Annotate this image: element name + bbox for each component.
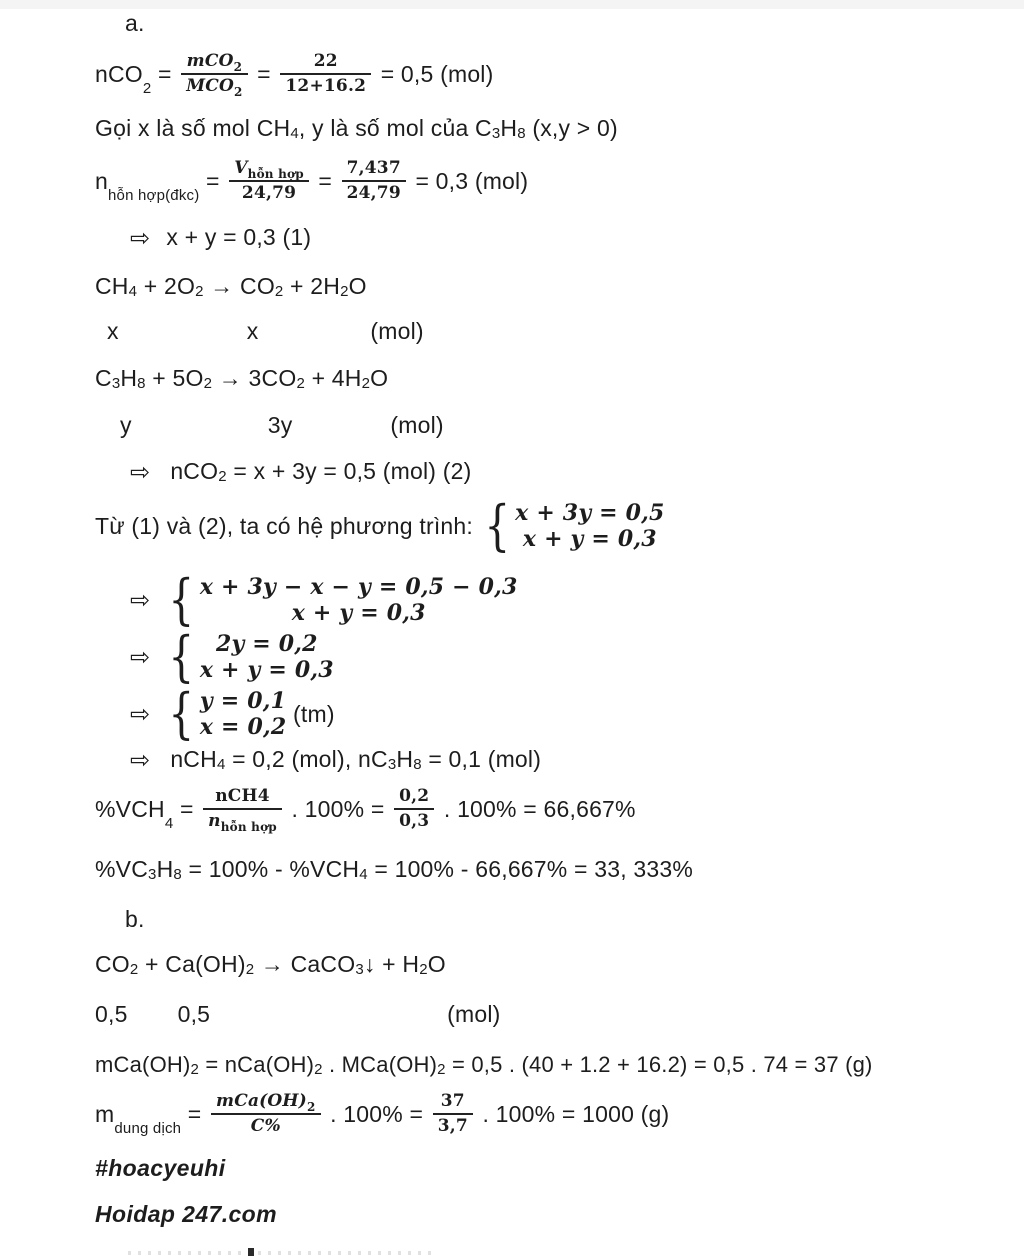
text-run: Từ (1) và (2), ta có hệ phương trình: [95,512,480,539]
equation-rows [200,574,518,626]
m-dungdich [95,1091,1024,1137]
text-run: . MCa(OH) [322,1052,438,1077]
fraction-numerator [280,51,371,75]
text-run: (tm) [286,700,335,727]
text-run: ↓ + H [363,951,420,977]
equation-row [200,574,518,600]
subscript: 8 [173,866,182,883]
cases-2y [130,625,1024,688]
text-run: = 0,5 (mol) [374,60,494,87]
subscript: 4 [290,125,299,142]
spacer [150,237,166,238]
spacer [132,425,268,426]
equation-system [480,494,665,557]
text-run: H [156,856,174,882]
text-run: = 0,5 . (40 + 1.2 + 16.2) = 0,5 . 74 = 37 (g) [445,1052,873,1077]
text-run: 0,5 [95,1001,128,1027]
fraction-numerator [229,158,309,182]
text-run: mCa(OH) [95,1052,191,1077]
subscript: 2 [218,468,227,485]
text-run: + 4H [305,365,362,391]
cases-subtract [130,568,1024,631]
text-run: = [181,1100,209,1127]
fraction-denominator [229,182,309,204]
text-run: (mol) [370,318,424,344]
spacer [128,1014,178,1015]
subscript: 2 [306,1100,316,1114]
implies-arrow-icon: ⇨ [130,586,151,614]
fraction-denominator [203,810,282,832]
text-run: x [246,318,259,344]
text-run: b. [125,906,145,932]
text-run: 0,3 [399,811,430,831]
text-run: 3,7 [437,1116,468,1136]
text-run: = 100% - %VCH [181,856,360,882]
implies-arrow-icon: ⇨ [130,745,151,774]
math-italic: x = 0,2 [199,714,287,740]
text-run: (mol) [447,1001,501,1027]
text-run: = [250,60,278,87]
cut-off-text-artifact [128,1251,433,1255]
subscript: 2 [340,283,349,300]
math-italic: n [208,811,221,831]
left-brace-icon: { [168,682,195,745]
subscript: 2 [234,85,243,99]
subscript: 8 [517,125,526,142]
text-run: H [120,365,138,391]
fraction-denominator [280,75,371,97]
math-italic: x + y = 0,3 [522,526,657,552]
equation-row [515,526,664,552]
fraction [394,786,434,832]
text-run: = [173,795,201,822]
nco2-calc [95,51,1024,97]
math-italic: mCO [186,51,234,71]
top-strip [0,0,1024,9]
equation-row [200,657,334,683]
text-run: 24,79 [241,183,297,203]
fraction [229,158,309,204]
fraction-denominator [433,1115,473,1137]
text-run: + 2O [137,273,196,299]
spacer [292,425,390,426]
text-run: = 0,2 (mol), nC [225,746,388,772]
text-run: 7,437 [346,158,401,178]
text-run: = [151,60,179,87]
text-run: = nCa(OH) [199,1052,315,1077]
text-run: x [107,318,119,344]
math-italic: x + 3y = 0,5 [515,500,665,526]
text-run: = 0,1 (mol) [421,746,542,772]
subscript: 3 [491,125,501,142]
text-run: Gọi x là số mol CH [95,115,291,141]
text-run: 37 [440,1091,465,1111]
subscript: 3 [111,375,121,392]
math-italic: mCa(OH) [216,1091,307,1111]
text-run: = 100% - 66,667% = 33, 333% [367,856,694,882]
text-run: n [95,167,108,194]
subscript: 2 [190,1061,200,1078]
spacer [150,471,170,472]
text-run: + Ca(OH) [138,951,246,977]
nhh-calc [95,158,1024,204]
caoh2-eq [95,951,1024,978]
ch4-eq [95,273,1024,300]
equation-row [200,631,334,657]
subscript: 4 [128,283,138,300]
subscript: hỗn hợp(đkc) [108,187,200,204]
equation-row [200,688,287,714]
spacer [258,331,370,332]
subscript: 2 [233,60,243,74]
text-run: 0,2 [399,786,430,806]
equation-rows [515,500,664,552]
text-run: O [348,273,367,299]
math-italic: V [234,158,248,178]
subscript: 4 [216,756,226,773]
text-run: (x,y > 0) [525,115,618,141]
text-run: → CO [203,273,275,299]
math-italic: 2y = 0,2 [215,631,318,657]
text-run: nCO [170,458,219,484]
math-italic: y = 0,1 [199,688,287,714]
fraction-numerator [211,1091,320,1115]
spacer [119,331,247,332]
spacer [95,331,107,332]
subscript: dung dịch [114,1120,182,1137]
n-values [130,746,1024,773]
text-run: → CaCO [254,951,356,977]
subscript: hỗn hợp [220,820,277,834]
fraction [211,1091,320,1137]
text-run: . 100% = [323,1100,430,1127]
equation-system [164,682,287,745]
subscript: 2 [314,1061,323,1078]
subscript: 2 [361,375,371,392]
text-run: (mol) [390,412,444,438]
subscript: 4 [164,815,174,832]
text-run: + 5O [145,365,204,391]
fraction-denominator [211,1115,320,1137]
subscript: 2 [296,375,305,392]
part-b-label [125,906,1024,933]
text-run: 22 [313,51,338,71]
text-run: → 3CO [212,365,297,391]
he-phuong-trinh [95,494,1024,557]
implies-arrow-icon: ⇨ [130,223,151,252]
equation-rows [200,688,287,740]
ch4-moles [95,318,1024,345]
text-run: O [370,365,389,391]
fraction-numerator [342,158,406,182]
subscript: 3 [387,756,397,773]
text-run: %VCH [95,795,165,822]
math-italic: x + y = 0,3 [199,657,334,683]
fraction [433,1091,473,1137]
subscript: 2 [245,961,255,978]
implies-arrow-icon: ⇨ [130,457,151,486]
solution-document [0,10,1024,1228]
text-run: nCH [170,746,217,772]
equation-system [164,625,334,688]
cases-solution [130,682,1024,745]
text-run: y [120,412,132,438]
text-run: 3y [267,412,293,438]
subscript: 3 [148,866,157,883]
text-run: 0,5 [177,1001,211,1027]
hashtag [95,1155,1024,1182]
spacer [150,600,164,601]
sum-eq-1 [130,224,1024,251]
pct-vch4 [95,786,1024,832]
fraction-numerator [181,51,247,75]
spacer [150,714,164,715]
text-run: = [199,167,227,194]
fraction-numerator [433,1091,473,1115]
implies-arrow-icon: ⇨ [130,643,151,671]
text-run: . 100% = 1000 (g) [475,1100,670,1127]
text-run: = [311,167,339,194]
left-brace-icon: { [483,494,510,557]
text-run: C [95,365,112,391]
c3h8-eq [95,365,1024,392]
fraction-denominator [394,810,434,832]
site-name [95,1201,1024,1228]
pct-vc3h8 [95,856,1024,883]
equation-system [164,568,518,631]
text-run: #hoacyeuhi [95,1155,226,1181]
equation-row [200,714,287,740]
subscript: 2 [142,80,152,97]
equation-row [200,600,518,626]
text-run: nCO [95,60,143,87]
subscript: 2 [195,283,204,300]
fraction [181,51,247,97]
fraction [203,786,282,832]
text-run: . 100% = [284,795,392,822]
fraction-denominator [342,182,406,204]
math-bold: nCH4 [215,786,270,806]
fraction-numerator [203,786,282,810]
text-run: %VC [95,856,149,882]
spacer [210,1014,447,1015]
subscript: 2 [274,283,284,300]
subscript: 2 [129,961,139,978]
c3h8-moles [95,412,1024,439]
fraction-numerator [394,786,434,810]
text-run: = x + 3y = 0,5 (mol) (2) [226,458,472,484]
text-run: 24,79 [346,183,401,203]
text-run: O [427,951,446,977]
text-run: H [500,115,518,141]
subscript: 2 [203,375,213,392]
text-run: , y là số mol của C [298,115,492,141]
text-run: x + y = 0,3 (1) [166,224,312,250]
math-italic: x + 3y − x − y = 0,5 − 0,3 [199,574,518,600]
subscript: hỗn hợp [247,167,304,181]
left-brace-icon: { [168,625,195,688]
math-italic: x + y = 0,3 [291,600,426,626]
cut-off-text-artifact-tick [248,1248,254,1256]
caoh2-moles [95,1001,1024,1028]
equation-rows [200,631,334,683]
text-run: + 2H [283,273,341,299]
equation-row [515,500,664,526]
subscript: 2 [437,1061,446,1078]
part-a-label [125,10,1024,37]
text-run: H [396,746,414,772]
left-brace-icon: { [168,568,195,631]
fraction [342,158,406,204]
fraction [280,51,371,97]
spacer [150,657,164,658]
subscript: 2 [419,961,428,978]
spacer [150,759,170,760]
math-italic: C% [250,1116,281,1136]
text-run: CH [95,273,129,299]
text-run: Hoidap 247.com [95,1201,277,1227]
math-italic: MCO [186,76,235,96]
subscript: 4 [359,866,368,883]
m-caoh2 [95,1051,1024,1078]
text-run: CO [95,951,130,977]
text-run: 12+16.2 [285,76,367,96]
text-run: . 100% = 66,667% [437,795,636,822]
subscript: 8 [413,756,422,773]
text-run: m [95,1100,115,1127]
fraction-denominator [181,75,247,97]
goi-x [95,115,1024,142]
text-run: a. [125,10,145,36]
text-run: = 0,3 (mol) [408,167,529,194]
subscript: 3 [355,961,364,978]
nco2-eq-2 [130,458,1024,485]
subscript: 8 [137,375,146,392]
implies-arrow-icon: ⇨ [130,700,151,728]
spacer [95,425,120,426]
